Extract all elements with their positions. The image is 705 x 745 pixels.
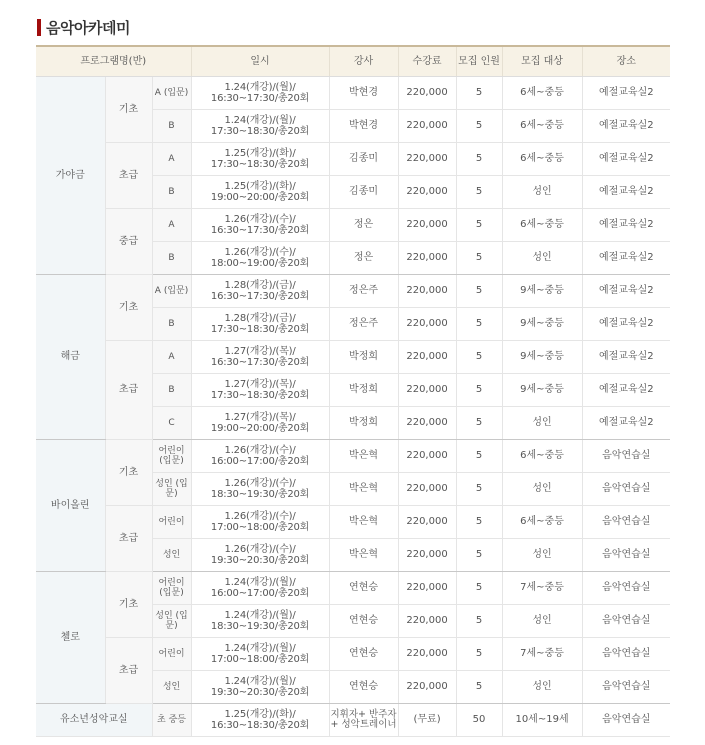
schedule-cell: 1.25(개강)/(화)/ 16:30~18:30/총20회 [191, 704, 329, 737]
schedule-cell: 1.26(개강)/(수)/ 18:30~19:30/총20회 [191, 473, 329, 506]
schedule-cell: 1.24(개강)/(월)/ 16:30~17:30/총20회 [191, 77, 329, 110]
target-cell: 성인 [502, 176, 582, 209]
fee-cell: 220,000 [398, 275, 456, 308]
class-cell: A (입문) [152, 275, 191, 308]
class-cell: 어린이 [152, 506, 191, 539]
teacher-cell: 지휘자+ 반주자+ 성악트레이너 [329, 704, 398, 737]
teacher-cell: 박정희 [329, 407, 398, 440]
class-cell: 어린이 (입문) [152, 440, 191, 473]
teacher-cell: 연현승 [329, 638, 398, 671]
table-row [36, 275, 670, 308]
teacher-cell: 박은혁 [329, 473, 398, 506]
target-cell: 9세~중등 [502, 341, 582, 374]
place-cell: 음악연습실 [582, 539, 670, 572]
target-cell: 7세~중등 [502, 638, 582, 671]
place-cell: 예절교육실2 [582, 341, 670, 374]
instrument-gayageum: 가야금 [36, 77, 105, 275]
instrument-cello: 첼로 [36, 572, 105, 704]
schedule-cell: 1.26(개강)/(수)/ 17:00~18:00/총20회 [191, 506, 329, 539]
fee-cell: 220,000 [398, 572, 456, 605]
capacity-cell: 5 [456, 176, 502, 209]
teacher-cell: 박현경 [329, 110, 398, 143]
teacher-cell: 김종미 [329, 176, 398, 209]
fee-cell: 220,000 [398, 242, 456, 275]
class-cell: A [152, 209, 191, 242]
capacity-cell: 5 [456, 341, 502, 374]
fee-cell: (무료) [398, 704, 456, 737]
teacher-cell: 박은혁 [329, 506, 398, 539]
place-cell: 예절교육실2 [582, 242, 670, 275]
class-cell: 성인 [152, 539, 191, 572]
level-cell: 기초 [105, 572, 152, 638]
target-cell: 성인 [502, 671, 582, 704]
table-row [36, 506, 670, 539]
class-cell: A [152, 143, 191, 176]
place-cell: 예절교육실2 [582, 143, 670, 176]
schedule-cell: 1.26(개강)/(수)/ 19:30~20:30/총20회 [191, 539, 329, 572]
class-cell: B [152, 176, 191, 209]
schedule-cell: 1.24(개강)/(월)/ 17:00~18:00/총20회 [191, 638, 329, 671]
instrument-haegeum: 해금 [36, 275, 105, 440]
capacity-cell: 5 [456, 143, 502, 176]
fee-cell: 220,000 [398, 308, 456, 341]
target-cell: 7세~중등 [502, 572, 582, 605]
class-cell: 성인 [152, 671, 191, 704]
table-header-row [36, 46, 670, 77]
table-row [36, 572, 670, 605]
target-cell: 6세~중등 [502, 143, 582, 176]
class-cell: B [152, 110, 191, 143]
class-cell: 어린이 [152, 638, 191, 671]
teacher-cell: 정은주 [329, 275, 398, 308]
level-cell: 초급 [105, 506, 152, 572]
schedule-cell: 1.25(개강)/(화)/ 17:30~18:30/총20회 [191, 143, 329, 176]
teacher-cell: 박정희 [329, 341, 398, 374]
target-cell: 6세~중등 [502, 110, 582, 143]
level-cell: 기초 [105, 440, 152, 506]
class-cell: B [152, 308, 191, 341]
capacity-cell: 50 [456, 704, 502, 737]
target-cell: 성인 [502, 407, 582, 440]
place-cell: 음악연습실 [582, 671, 670, 704]
place-cell: 예절교육실2 [582, 308, 670, 341]
academy-schedule-table [36, 45, 670, 737]
capacity-cell: 5 [456, 605, 502, 638]
class-cell: 어린이 (입문) [152, 572, 191, 605]
fee-cell: 220,000 [398, 209, 456, 242]
place-cell: 음악연습실 [582, 572, 670, 605]
class-cell: A (입문) [152, 77, 191, 110]
fee-cell: 220,000 [398, 374, 456, 407]
fee-cell: 220,000 [398, 110, 456, 143]
table-row [36, 638, 670, 671]
capacity-cell: 5 [456, 242, 502, 275]
target-cell: 9세~중등 [502, 374, 582, 407]
fee-cell: 220,000 [398, 473, 456, 506]
schedule-cell: 1.24(개강)/(월)/ 17:30~18:30/총20회 [191, 110, 329, 143]
header-program: 프로그램명(반) [36, 46, 191, 77]
target-cell: 9세~중등 [502, 275, 582, 308]
teacher-cell: 연현승 [329, 605, 398, 638]
place-cell: 예절교육실2 [582, 275, 670, 308]
class-cell: 초 중등 [152, 704, 191, 737]
place-cell: 예절교육실2 [582, 374, 670, 407]
page-title-text: 음악아카데미 [46, 18, 130, 37]
class-cell: 성인 (입문) [152, 605, 191, 638]
capacity-cell: 5 [456, 110, 502, 143]
fee-cell: 220,000 [398, 539, 456, 572]
teacher-cell: 박정희 [329, 374, 398, 407]
capacity-cell: 5 [456, 77, 502, 110]
fee-cell: 220,000 [398, 671, 456, 704]
fee-cell: 220,000 [398, 638, 456, 671]
header-teacher: 강사 [329, 46, 398, 77]
target-cell: 6세~중등 [502, 209, 582, 242]
schedule-cell: 1.24(개강)/(월)/ 19:30~20:30/총20회 [191, 671, 329, 704]
table-row [36, 209, 670, 242]
target-cell: 성인 [502, 539, 582, 572]
class-cell: A [152, 341, 191, 374]
teacher-cell: 연현승 [329, 671, 398, 704]
place-cell: 음악연습실 [582, 638, 670, 671]
schedule-cell: 1.25(개강)/(화)/ 19:00~20:00/총20회 [191, 176, 329, 209]
place-cell: 예절교육실2 [582, 176, 670, 209]
target-cell: 6세~중등 [502, 77, 582, 110]
header-fee: 수강료 [398, 46, 456, 77]
level-cell: 기초 [105, 77, 152, 143]
place-cell: 예절교육실2 [582, 209, 670, 242]
capacity-cell: 5 [456, 209, 502, 242]
header-target: 모집 대상 [502, 46, 582, 77]
place-cell: 음악연습실 [582, 473, 670, 506]
table-row [36, 77, 670, 110]
schedule-cell: 1.26(개강)/(수)/ 18:00~19:00/총20회 [191, 242, 329, 275]
header-schedule: 일시 [191, 46, 329, 77]
table-row [36, 341, 670, 374]
teacher-cell: 정은 [329, 209, 398, 242]
capacity-cell: 5 [456, 572, 502, 605]
schedule-cell: 1.27(개강)/(목)/ 16:30~17:30/총20회 [191, 341, 329, 374]
schedule-cell: 1.24(개강)/(월)/ 18:30~19:30/총20회 [191, 605, 329, 638]
capacity-cell: 5 [456, 407, 502, 440]
place-cell: 음악연습실 [582, 506, 670, 539]
schedule-cell: 1.27(개강)/(목)/ 17:30~18:30/총20회 [191, 374, 329, 407]
schedule-cell: 1.28(개강)/(금)/ 17:30~18:30/총20회 [191, 308, 329, 341]
place-cell: 예절교육실2 [582, 407, 670, 440]
teacher-cell: 연현승 [329, 572, 398, 605]
fee-cell: 220,000 [398, 605, 456, 638]
schedule-cell: 1.28(개강)/(금)/ 16:30~17:30/총20회 [191, 275, 329, 308]
place-cell: 예절교육실2 [582, 110, 670, 143]
target-cell: 성인 [502, 473, 582, 506]
capacity-cell: 5 [456, 671, 502, 704]
schedule-cell: 1.26(개강)/(수)/ 16:00~17:00/총20회 [191, 440, 329, 473]
instrument-violin: 바이올린 [36, 440, 105, 572]
teacher-cell: 박은혁 [329, 440, 398, 473]
title-accent-bar [37, 19, 41, 36]
table-row [36, 143, 670, 176]
class-cell: 성인 (입문) [152, 473, 191, 506]
schedule-cell: 1.24(개강)/(월)/ 16:00~17:00/총20회 [191, 572, 329, 605]
target-cell: 성인 [502, 605, 582, 638]
teacher-cell: 정은주 [329, 308, 398, 341]
teacher-cell: 박현경 [329, 77, 398, 110]
fee-cell: 220,000 [398, 176, 456, 209]
fee-cell: 220,000 [398, 143, 456, 176]
capacity-cell: 5 [456, 275, 502, 308]
level-cell: 초급 [105, 143, 152, 209]
target-cell: 성인 [502, 242, 582, 275]
table-row [36, 440, 670, 473]
level-cell: 초급 [105, 341, 152, 440]
class-cell: C [152, 407, 191, 440]
target-cell: 6세~중등 [502, 440, 582, 473]
fee-cell: 220,000 [398, 506, 456, 539]
place-cell: 음악연습실 [582, 605, 670, 638]
place-cell: 음악연습실 [582, 440, 670, 473]
capacity-cell: 5 [456, 374, 502, 407]
table-row-youth-choir [36, 704, 670, 737]
target-cell: 9세~중등 [502, 308, 582, 341]
page-title [37, 17, 130, 37]
capacity-cell: 5 [456, 638, 502, 671]
target-cell: 6세~중등 [502, 506, 582, 539]
teacher-cell: 김종미 [329, 143, 398, 176]
class-cell: B [152, 242, 191, 275]
instrument-youth-choir: 유소년성악교실 [36, 704, 152, 737]
fee-cell: 220,000 [398, 440, 456, 473]
fee-cell: 220,000 [398, 341, 456, 374]
place-cell: 예절교육실2 [582, 77, 670, 110]
level-cell: 중급 [105, 209, 152, 275]
capacity-cell: 5 [456, 440, 502, 473]
header-capacity: 모집 인원 [456, 46, 502, 77]
teacher-cell: 정은 [329, 242, 398, 275]
capacity-cell: 5 [456, 473, 502, 506]
schedule-cell: 1.27(개강)/(목)/ 19:00~20:00/총20회 [191, 407, 329, 440]
capacity-cell: 5 [456, 308, 502, 341]
schedule-cell: 1.26(개강)/(수)/ 16:30~17:30/총20회 [191, 209, 329, 242]
level-cell: 초급 [105, 638, 152, 704]
teacher-cell: 박은혁 [329, 539, 398, 572]
place-cell: 음악연습실 [582, 704, 670, 737]
target-cell: 10세~19세 [502, 704, 582, 737]
fee-cell: 220,000 [398, 77, 456, 110]
class-cell: B [152, 374, 191, 407]
capacity-cell: 5 [456, 506, 502, 539]
header-place: 장소 [582, 46, 670, 77]
fee-cell: 220,000 [398, 407, 456, 440]
level-cell: 기초 [105, 275, 152, 341]
capacity-cell: 5 [456, 539, 502, 572]
